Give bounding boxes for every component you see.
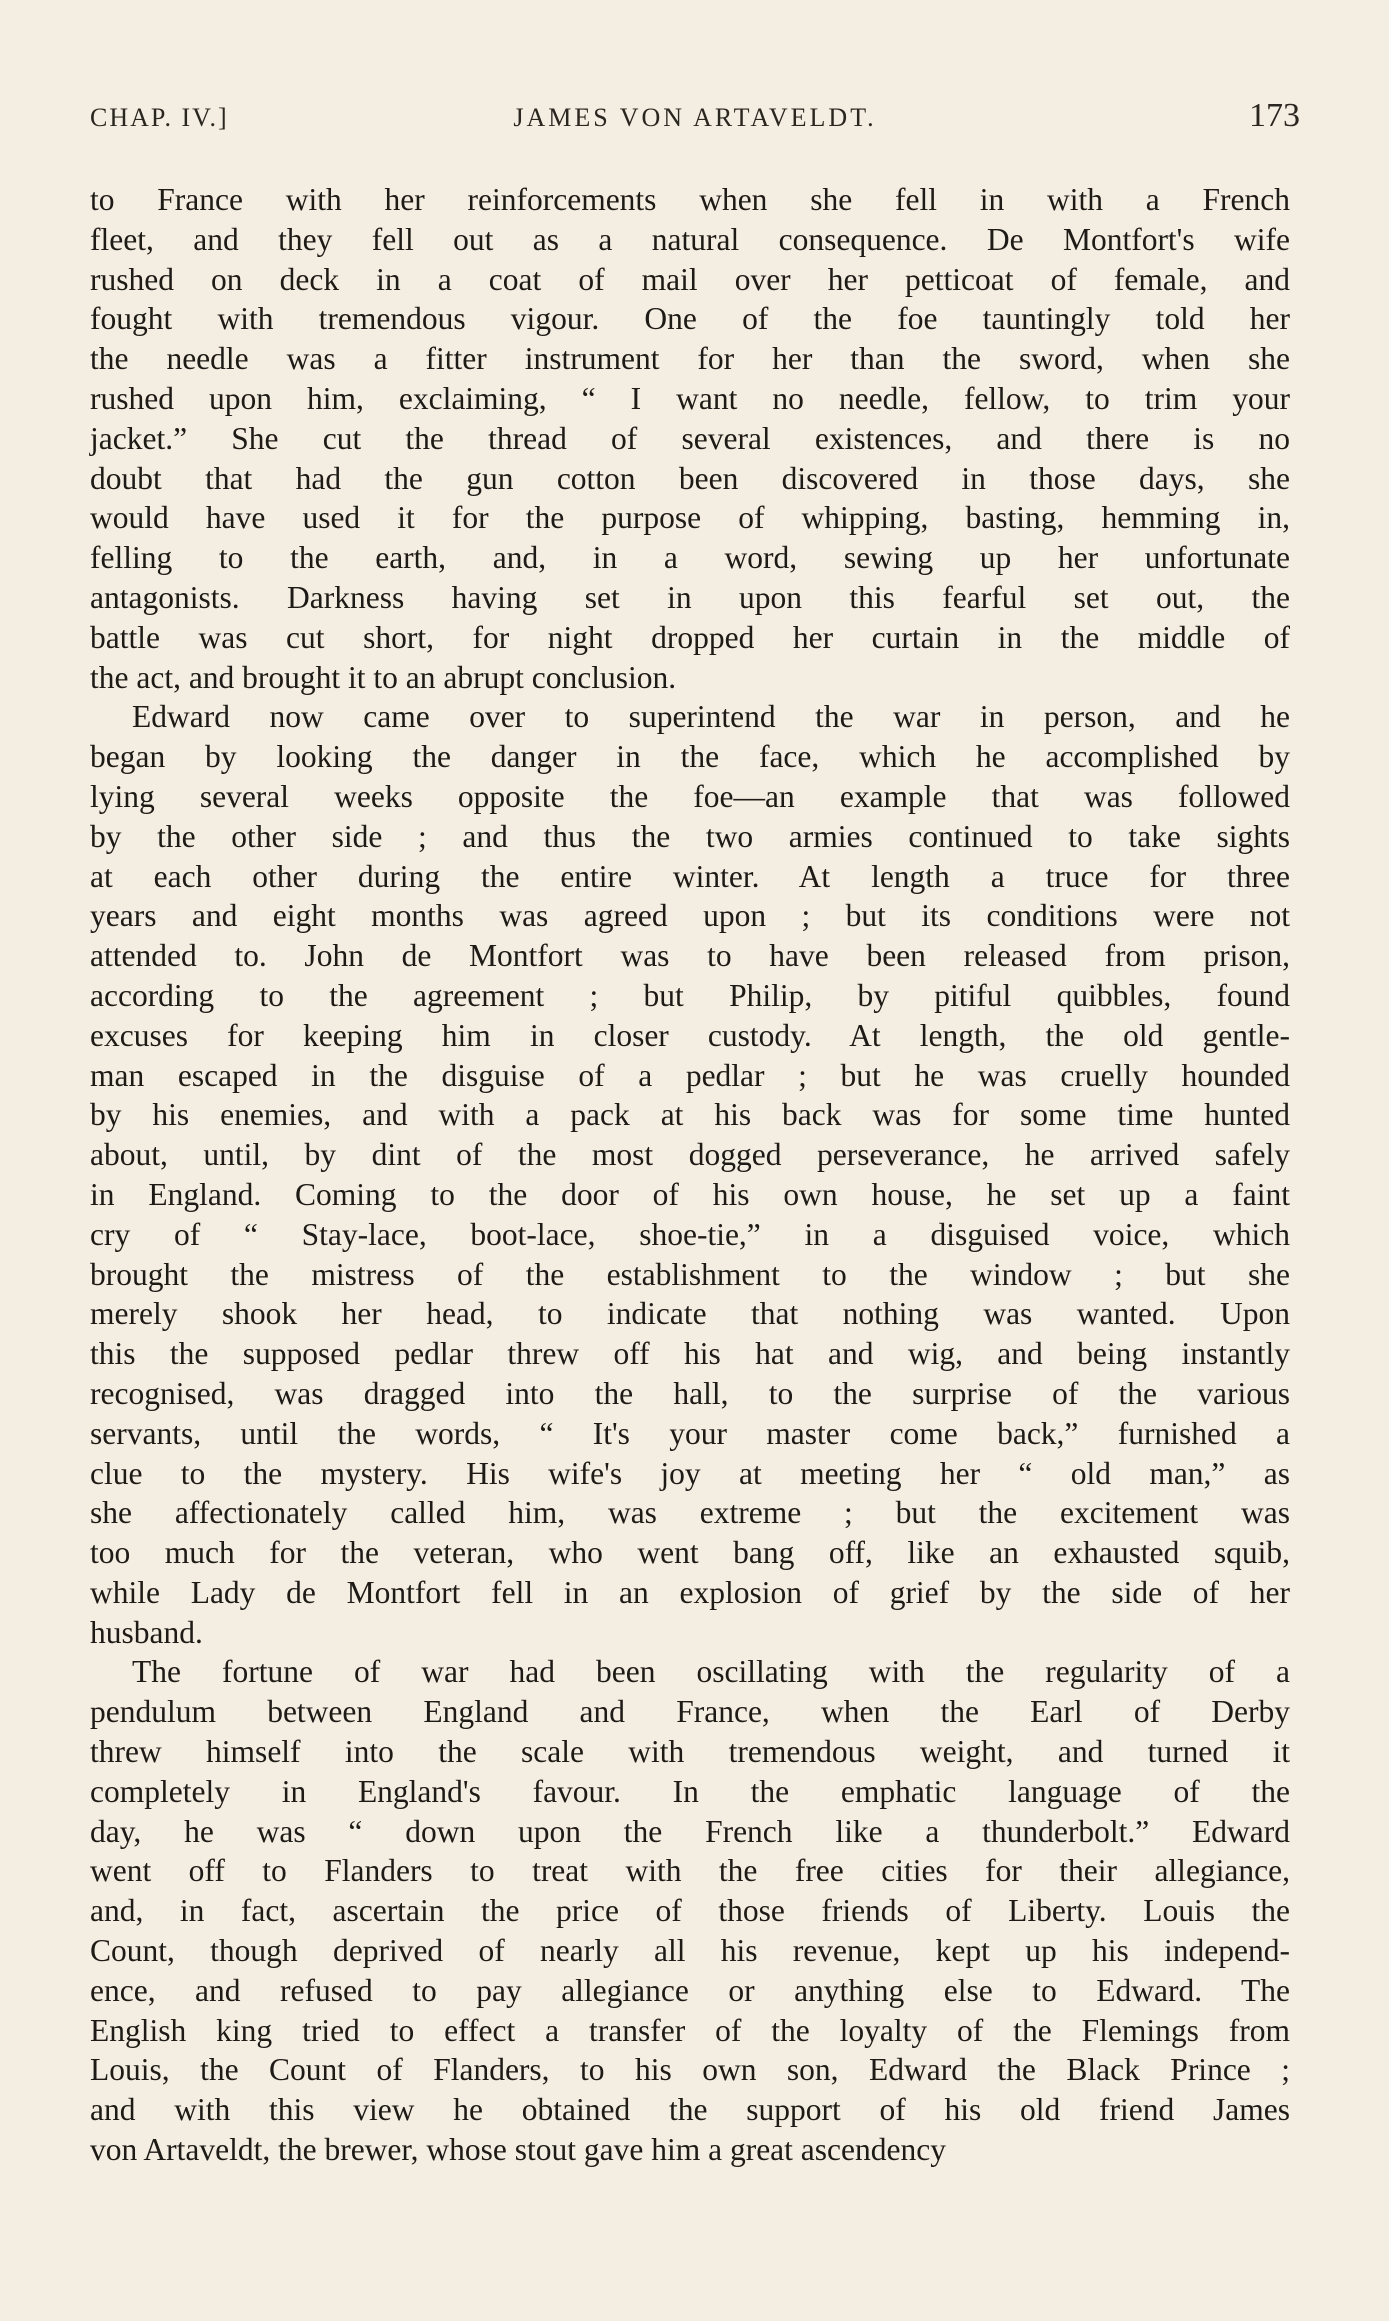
text-line: in England. Coming to the door of his own house, he set up a faint <box>90 1176 1290 1212</box>
text-line: Louis, the Count of Flanders, to his own son, Edward the Black Prince ; <box>90 2052 1290 2088</box>
page-number: 173 <box>1249 97 1300 134</box>
text-line: according to the agreement ; but Philip, by pitiful quibbles, found <box>90 977 1290 1013</box>
text-line: while Lady de Montfort fell in an explosion of grief by the side of her <box>90 1574 1290 1610</box>
text-line: clue to the mystery. His wife's joy at meeting her “ old man,” as <box>90 1455 1290 1491</box>
text-line: by the other side ; and thus the two armies continued to take sights <box>90 818 1290 854</box>
text-line: merely shook her head, to indicate that nothing was wanted. Upon <box>90 1296 1290 1332</box>
text-line: The fortune of war had been oscillating with the regularity of a <box>132 1654 1290 1690</box>
text-line: antagonists. Darkness having set in upon this fearful set out, the <box>90 579 1290 615</box>
paragraph <box>90 180 1290 697</box>
text-line: would have used it for the purpose of whipping, basting, hemming in, <box>90 500 1290 536</box>
text-line: doubt that had the gun cotton been discovered in those days, she <box>90 460 1290 496</box>
text-line: completely in England's favour. In the emphatic language of the <box>90 1773 1290 1809</box>
text-line: the needle was a fitter instrument for her than the sword, when she <box>90 341 1290 377</box>
text-line: servants, until the words, “ It's your master come back,” furnished a <box>90 1415 1290 1451</box>
body-text <box>90 180 1290 2170</box>
text-line: about, until, by dint of the most dogged perseverance, he arrived safely <box>90 1137 1290 1173</box>
text-line: too much for the veteran, who went bang off, like an exhausted squib, <box>90 1535 1290 1571</box>
text-line: to France with her reinforcements when she fell in with a French <box>90 182 1290 217</box>
text-line: von Artaveldt, the brewer, whose stout gave him a great ascendency <box>90 2132 946 2168</box>
text-line: ence, and refused to pay allegiance or anything else to Edward. The <box>90 1972 1290 2008</box>
text-line: began by looking the danger in the face, which he accomplished by <box>90 739 1290 775</box>
text-line: Edward now came over to superintend the war in person, and he <box>132 699 1290 735</box>
text-line: husband. <box>90 1614 203 1650</box>
text-line: brought the mistress of the establishment to the window ; but she <box>90 1256 1290 1292</box>
text-line: English king tried to effect a transfer of the loyalty of the Flemings from <box>90 2012 1290 2048</box>
text-line: threw himself into the scale with tremendous weight, and turned it <box>90 1734 1290 1770</box>
text-line: attended to. John de Montfort was to have been released from prison, <box>90 938 1290 974</box>
text-line: rushed upon him, exclaiming, “ I want no needle, fellow, to trim your <box>90 380 1290 416</box>
paragraph <box>90 697 1290 1652</box>
running-header <box>90 95 1300 145</box>
text-line: went off to Flanders to treat with the free cities for their allegiance, <box>90 1853 1290 1889</box>
text-line: day, he was “ down upon the French like a thunderbolt.” Edward <box>90 1813 1290 1849</box>
text-line: at each other during the entire winter. At length a truce for three <box>90 858 1290 894</box>
text-line: felling to the earth, and, in a word, sewing up her unfortunate <box>90 540 1290 576</box>
text-line: lying several weeks opposite the foe—an example that was followed <box>90 778 1290 814</box>
text-line: jacket.” She cut the thread of several existences, and there is no <box>90 420 1290 456</box>
text-line: the act, and brought it to an abrupt conclusion. <box>90 659 677 695</box>
text-line: she affectionately called him, was extreme ; but the excitement was <box>90 1495 1290 1531</box>
chapter-label: CHAP. IV.] <box>90 103 229 132</box>
text-line: this the supposed pedlar threw off his hat and wig, and being instantly <box>90 1336 1290 1372</box>
text-line: and with this view he obtained the support of his old friend James <box>90 2092 1290 2128</box>
text-line: excuses for keeping him in closer custody. At length, the old gentle- <box>90 1017 1290 1053</box>
text-line: years and eight months was agreed upon ; but its conditions were not <box>90 898 1290 934</box>
text-line: recognised, was dragged into the hall, to the surprise of the various <box>90 1375 1290 1411</box>
text-line: fought with tremendous vigour. One of the foe tauntingly told her <box>90 301 1290 337</box>
running-title: JAMES VON ARTAVELDT. <box>513 103 877 132</box>
text-line: pendulum between England and France, when the Earl of Derby <box>90 1694 1290 1730</box>
paragraph <box>90 1652 1290 2169</box>
text-line: fleet, and they fell out as a natural consequence. De Montfort's wife <box>90 221 1290 257</box>
text-line: man escaped in the disguise of a pedlar ; but he was cruelly hounded <box>90 1057 1290 1093</box>
text-line: by his enemies, and with a pack at his back was for some time hunted <box>90 1097 1290 1133</box>
text-line: Count, though deprived of nearly all his revenue, kept up his independ- <box>90 1933 1290 1969</box>
text-line: cry of “ Stay-lace, boot-lace, shoe-tie,” in a disguised voice, which <box>90 1216 1290 1252</box>
text-line: rushed on deck in a coat of mail over her petticoat of female, and <box>90 261 1290 297</box>
text-line: and, in fact, ascertain the price of those friends of Liberty. Louis the <box>90 1893 1290 1929</box>
text-line: battle was cut short, for night dropped her curtain in the middle of <box>90 619 1290 655</box>
